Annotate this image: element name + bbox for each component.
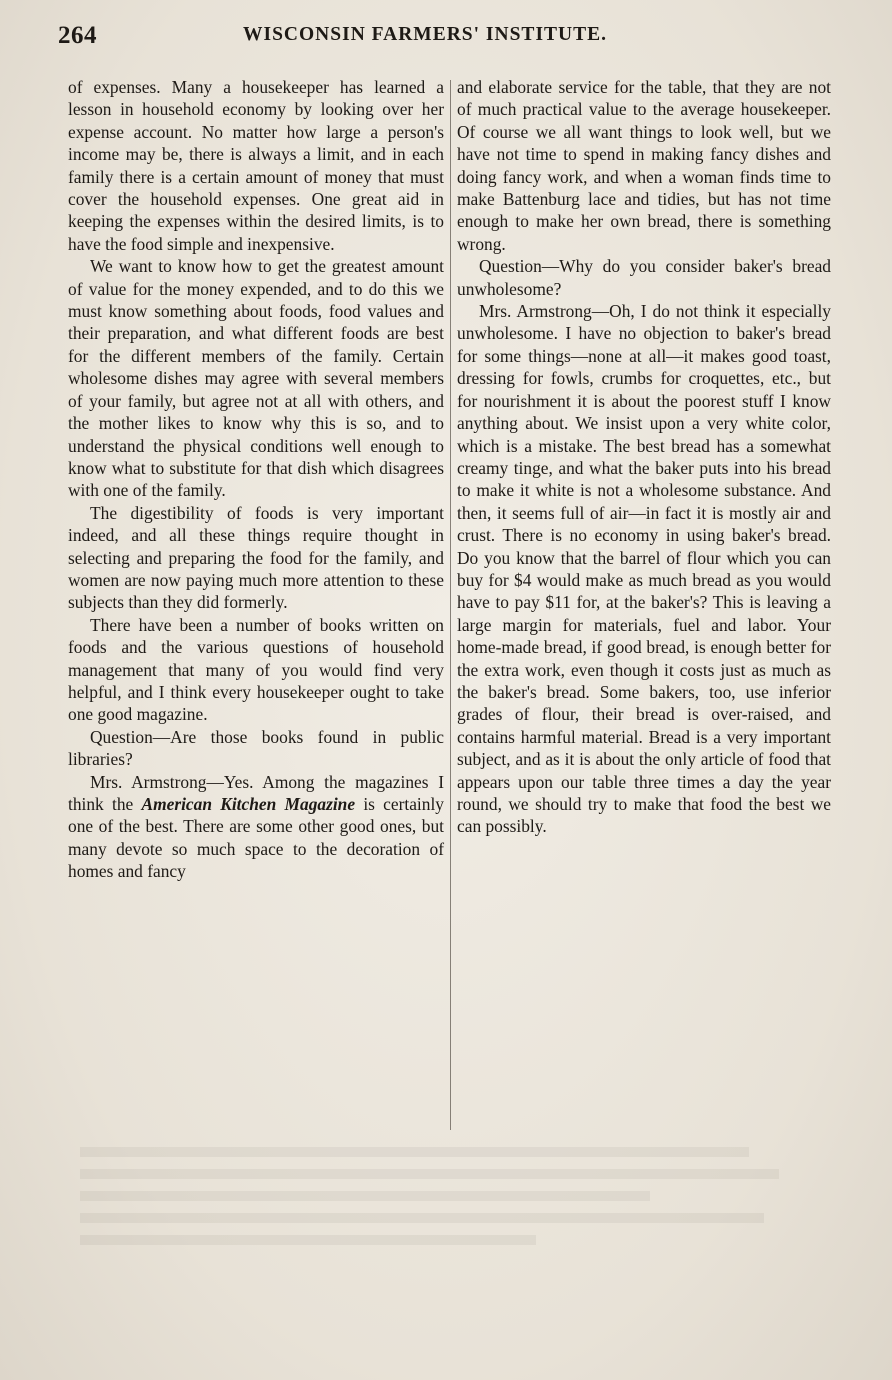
right-paragraph-2: Question—Why do you consider baker's bread unwholesome?: [457, 256, 831, 299]
left-paragraph-5: Question—Are those books found in public libraries?: [68, 726, 444, 770]
magazine-title: American Kitchen Magazine: [141, 794, 356, 814]
right-paragraph-3: Mrs. Armstrong—Oh, I do not think it especially unwholesome. I have no objection to baker's bread for some things—none at all—it makes good toast, dressing for fowls, crumbs for croquettes, etc., but for nourishment it is about the poorest stuff I know anything about. We insist upon a very white color, which is a mistake. The best bread has a somewhat creamy tinge, and what the baker puts into his bread to make it white is not a wholesome substance. And then, it seems full of air—in fact it is mostly air and crust. There is no economy in using baker's bread. Do you know that the barrel of flour which you can buy for $4 would make as much bread as you would have to pay $11 for, at the baker's? This is leaving a large margin for materials, fuel and labor. Your home-made bread, if good bread, is enough better for the extra work, even though it costs just as much as the baker's bread. Some bakers, too, use inferior grades of flour, their bread is over-raised, and contains harmful material. Bread is a very important subject, and as it is about the only article of food that appears upon our table three times a day the year round, we should try to make that food the best we can possibly.: [457, 301, 831, 837]
left-column: [68, 76, 444, 883]
right-column: [457, 76, 831, 838]
left-paragraph-1: of expenses. Many a housekeeper has learned a lesson in household economy by looking over her expense account. No matter how large a person's income may be, there is always a limit, and in each family there is a certain amount of money that must cover the household expenses. One great aid in keeping the expenses within the desired limits, is to have the food simple and inexpensive.: [68, 77, 444, 254]
show-through-text: [80, 1135, 840, 1335]
left-paragraph-6: [68, 771, 444, 883]
page-number: 264: [58, 22, 97, 49]
page-header: [58, 20, 838, 54]
left-paragraph-6-text-b: is certainly one of the best. There are some other good ones, but many devote so much space to the decoration of homes and fancy: [68, 794, 444, 882]
left-paragraph-4: There have been a number of books written on foods and the various questions of household management that many of you would find very helpful, and I think every housekeeper ought to take one good magazine.: [68, 614, 444, 725]
left-paragraph-6-text-a: Mrs. Armstrong—Yes. Among the magazines I think the: [68, 771, 444, 814]
left-paragraph-2: We want to know how to get the greatest amount of value for the money expended, and to do this we must know something about foods, food values and their preparation, and what different foods are best for the different members of the family. Certain wholesome dishes may agree with several members of your family, but agree not at all with others, and the mother likes to know why this is so, and to understand the physical conditions well enough to know what to substitute for that dish which disagrees with one of the family.: [68, 256, 444, 501]
left-paragraph-3: The digestibility of foods is very important indeed, and all these things require thought in selecting and preparing the food for the family, and women are now paying much more attention to these subjects than they did formerly.: [68, 502, 444, 613]
right-paragraph-1: and elaborate service for the table, that they are not of much practical value to the average housekeeper. Of course we all want things to look well, but we have not time to spend in making fancy dishes and doing fancy work, and when a woman finds time to make Battenburg lace and tidies, but has not time enough to make her own bread, there is something wrong.: [457, 77, 831, 254]
column-divider: [450, 80, 451, 1130]
running-head: WISCONSIN FARMERS' INSTITUTE.: [243, 24, 608, 45]
